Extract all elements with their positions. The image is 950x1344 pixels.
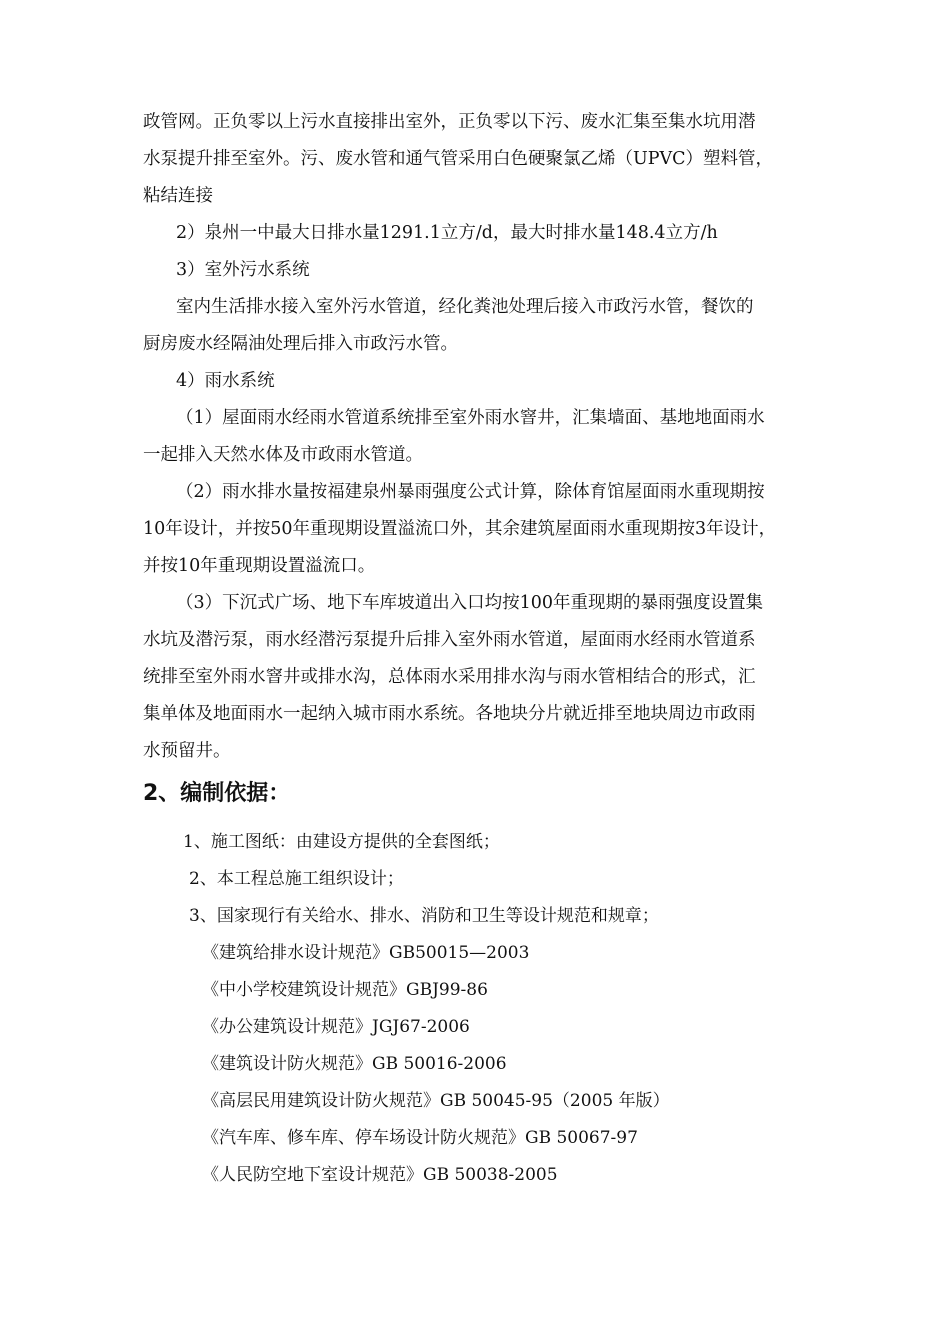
paragraph-line: 粘结连接 — [143, 186, 213, 206]
paragraph-line: （1）屋面雨水经雨水管道系统排至室外雨水窨井，汇集墙面、基地地面雨水 — [176, 408, 765, 428]
paragraph-line: 并按10年重现期设置溢流口。 — [143, 556, 376, 576]
paragraph-line: 水泵提升排至室外。污、废水管和通气管采用白色硬聚氯乙烯（UPVC）塑料管， — [143, 149, 774, 169]
reference-item: 《人民防空地下室设计规范》GB 50038-2005 — [202, 1165, 558, 1185]
reference-item: 《高层民用建筑设计防火规范》GB 50045-95（2005 年版） — [202, 1091, 670, 1111]
basis-item: 1、施工图纸：由建设方提供的全套图纸； — [183, 832, 500, 852]
paragraph-line: 厨房废水经隔油处理后排入市政污水管。 — [143, 334, 458, 354]
paragraph-line: 10年设计，并按50年重现期设置溢流口外，其余建筑屋面雨水重现期按3年设计， — [143, 519, 777, 539]
basis-item: 3、国家现行有关给水、排水、消防和卫生等设计规范和规章； — [189, 906, 659, 926]
basis-item: 2、本工程总施工组织设计； — [189, 869, 404, 889]
document-page — [143, 104, 809, 1194]
paragraph-line: 一起排入天然水体及市政雨水管道。 — [143, 445, 423, 465]
paragraph-line: 统排至室外雨水窨井或排水沟，总体雨水采用排水沟与雨水管相结合的形式，汇 — [143, 667, 756, 687]
reference-item: 《建筑设计防火规范》GB 50016-2006 — [202, 1054, 507, 1074]
reference-item: 《中小学校建筑设计规范》GBJ99-86 — [202, 980, 488, 1000]
drainage-volume-line: 2）泉州一中最大日排水量1291.1立方/d，最大时排水量148.4立方/h — [176, 223, 718, 243]
paragraph-line: 政管网。正负零以上污水直接排出室外，正负零以下污、废水汇集至集水坑用潜 — [143, 112, 756, 132]
paragraph-line: （3）下沉式广场、地下车库坡道出入口均按100年重现期的暴雨强度设置集 — [176, 593, 764, 613]
outdoor-sewage-title: 3）室外污水系统 — [176, 260, 310, 280]
rainwater-system-title: 4）雨水系统 — [176, 371, 275, 391]
paragraph-line: 水坑及潜污泵，雨水经潜污泵提升后排入室外雨水管道，屋面雨水经雨水管道系 — [143, 630, 756, 650]
paragraph-line: 集单体及地面雨水一起纳入城市雨水系统。各地块分片就近排至地块周边市政雨 — [143, 704, 756, 724]
section-heading: 2、编制依据： — [143, 781, 291, 806]
paragraph-line: 室内生活排水接入室外污水管道，经化粪池处理后接入市政污水管，餐饮的 — [176, 297, 754, 317]
reference-item: 《汽车库、修车库、停车场设计防火规范》GB 50067-97 — [202, 1128, 638, 1148]
reference-item: 《建筑给排水设计规范》GB50015—2003 — [202, 943, 530, 963]
reference-item: 《办公建筑设计规范》JGJ67-2006 — [202, 1017, 470, 1037]
paragraph-line: （2）雨水排水量按福建泉州暴雨强度公式计算，除体育馆屋面雨水重现期按 — [176, 482, 765, 502]
paragraph-line: 水预留井。 — [143, 741, 231, 761]
